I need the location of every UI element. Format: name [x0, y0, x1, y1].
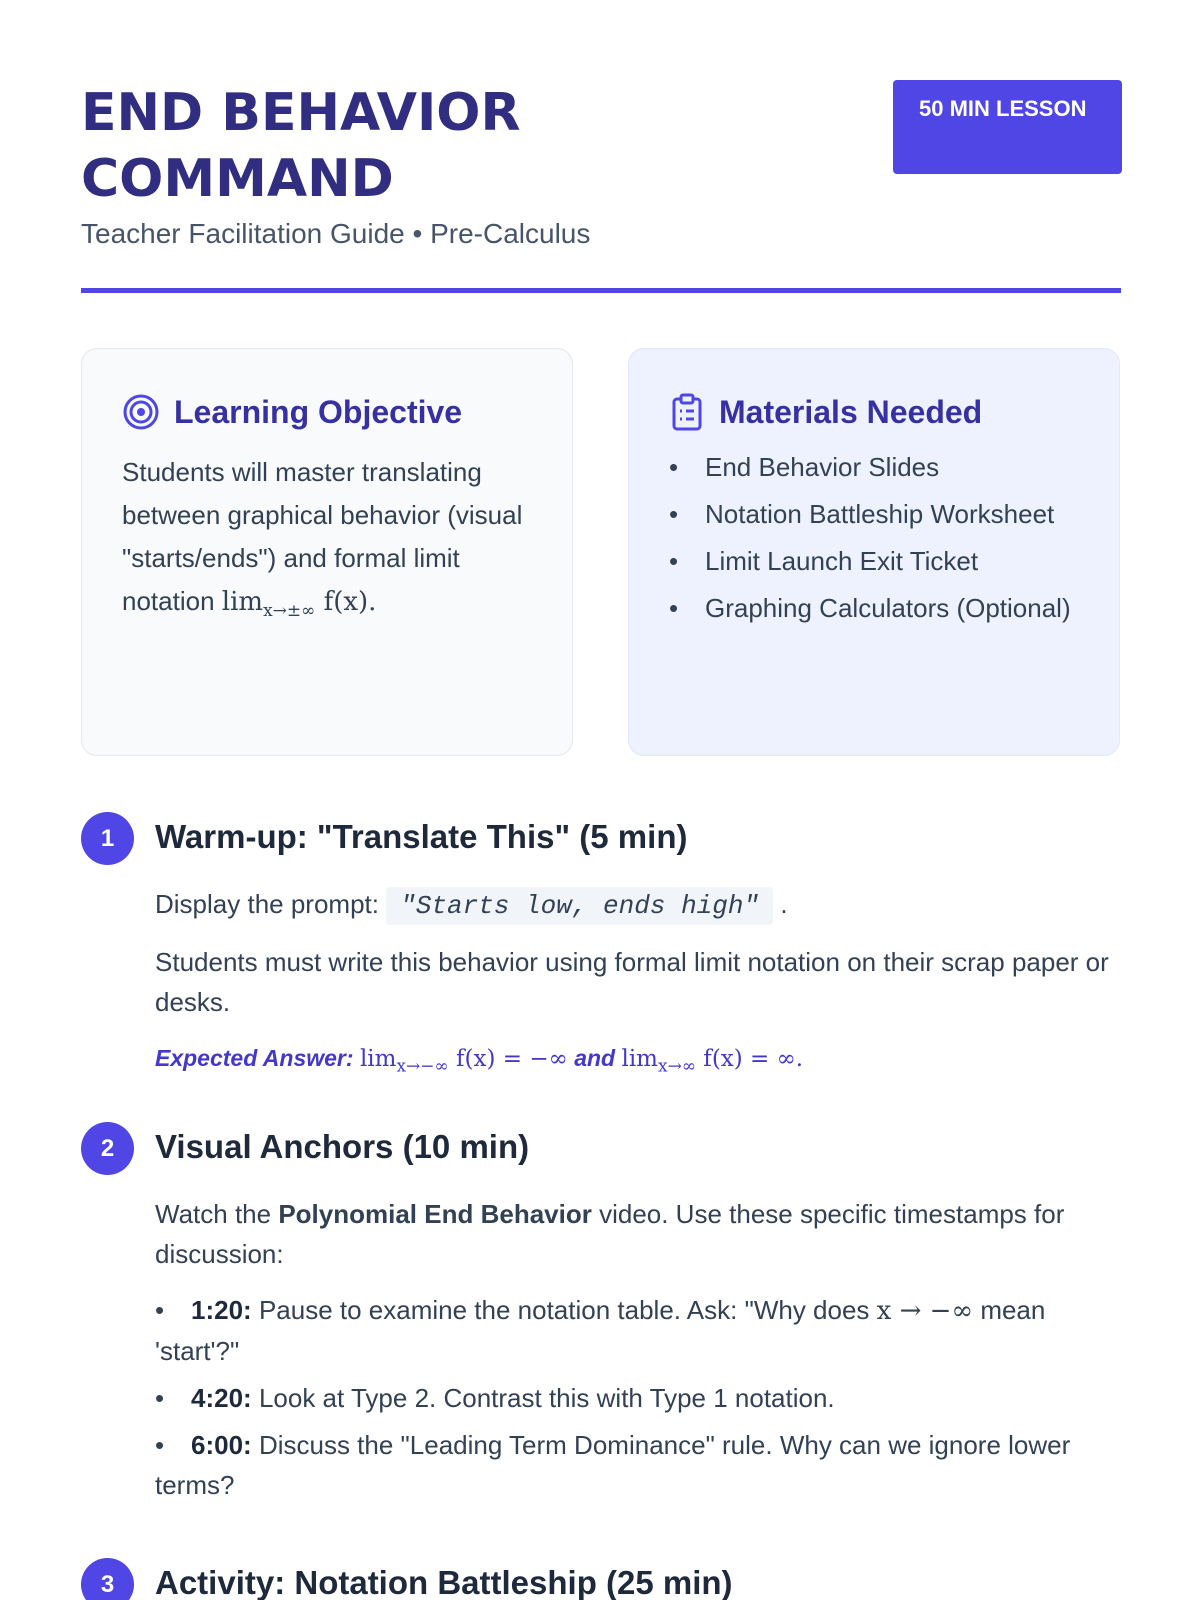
list-item: • Notation Battleship Worksheet [669, 494, 1079, 534]
page-header [81, 80, 1121, 294]
materials-title: Materials Needed [719, 393, 983, 430]
step-title: Visual Anchors (10 min) [155, 1128, 530, 1165]
bullet-text-post: mean 'start'?" [155, 1295, 1046, 1366]
prompt-label: Display the prompt: [155, 889, 379, 919]
bullet-math: x → −∞ [876, 1296, 974, 1326]
answer-limit-2 [621, 1046, 804, 1077]
timestamp: 6:00: [191, 1430, 252, 1460]
learning-objective-card [81, 348, 573, 756]
objective-text: Students will master translating between graphical behavior (visual "starts/ends") and formal limit notation [122, 457, 523, 616]
bullet-text: Look at Type 2. Contrast this with Type 1 notation. [258, 1383, 835, 1413]
prompt-code: "Starts low, ends high" [386, 887, 773, 925]
intro-pre: Watch the [155, 1199, 272, 1229]
page-title: END BEHAVIOR COMMAND [81, 83, 521, 209]
answer-label: Expected Answer: [155, 1045, 354, 1071]
answer-limit-1 [359, 1046, 568, 1077]
list-item [155, 1290, 1121, 1371]
learning-objective-text [122, 451, 532, 633]
clipboard-icon [669, 393, 705, 431]
answer-sub-2: x→∞ [658, 1056, 696, 1077]
step-body [155, 884, 1121, 1103]
answer-expr-2: f(x) = ∞. [696, 1046, 804, 1072]
objective-lim-expr: f(x). [315, 587, 377, 617]
learning-objective-header [122, 387, 532, 437]
step-number: 2 [81, 1122, 134, 1175]
list-item: • Graphing Calculators (Optional) [669, 588, 1079, 628]
step-title: Activity: Notation Battleship (25 min) [155, 1564, 733, 1600]
intro-text [155, 1194, 1121, 1274]
timestamp: 1:20: [191, 1295, 252, 1325]
answer-and: and [574, 1045, 616, 1071]
step-title: Warm-up: "Translate This" (5 min) [155, 818, 688, 855]
target-icon [122, 393, 160, 431]
materials-header [669, 387, 1079, 437]
answer-sub-1: x→−∞ [396, 1056, 449, 1077]
materials-card [628, 348, 1120, 756]
answer-lim-1: lim [359, 1046, 397, 1072]
objective-limit-expression [221, 587, 377, 622]
timestamp: 4:20: [191, 1383, 252, 1413]
prompt-end: . [780, 889, 788, 919]
header-divider [81, 288, 1121, 293]
bullet-text: Discuss the "Leading Term Dominance" rule. Why can we ignore lower terms? [155, 1430, 1071, 1500]
intro-post: video. Use these specific timestamps for discussion: [155, 1199, 1065, 1269]
prompt-line [155, 884, 1121, 926]
answer-expr-1: f(x) = −∞ [448, 1046, 568, 1072]
step-body [155, 1194, 1121, 1512]
learning-objective-title: Learning Objective [174, 393, 463, 430]
timestamp-list [155, 1290, 1121, 1505]
step-number: 1 [81, 812, 134, 865]
bullet-text: Pause to examine the notation table. Ask: "Why does [258, 1295, 870, 1325]
list-item [155, 1378, 1121, 1418]
instruction-text: Students must write this behavior using formal limit notation on their scrap paper or desks. [155, 947, 1109, 1017]
expected-answer [155, 1038, 1121, 1087]
answer-lim-2: lim [621, 1046, 658, 1072]
materials-list [669, 447, 1079, 628]
step-number: 3 [81, 1558, 134, 1600]
duration-badge: 50 MIN LESSON [893, 80, 1122, 174]
video-title: Polynomial End Behavior [278, 1199, 592, 1229]
list-item [155, 1425, 1121, 1505]
list-item: • End Behavior Slides [669, 447, 1079, 487]
objective-lim: lim [221, 587, 264, 617]
page-subtitle: Teacher Facilitation Guide • Pre-Calculus [81, 218, 591, 249]
objective-lim-sub: x→±∞ [263, 601, 316, 622]
list-item: • Limit Launch Exit Ticket [669, 541, 1079, 581]
